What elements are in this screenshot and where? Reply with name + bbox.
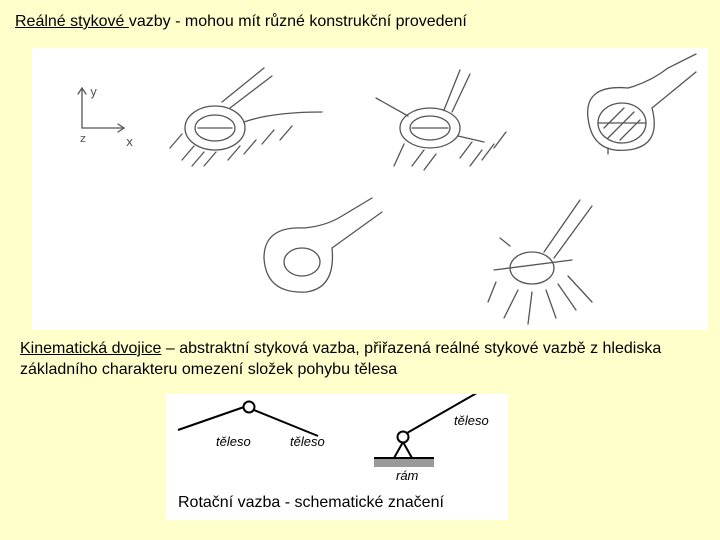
- joint-sketches-drawing: [32, 48, 708, 330]
- pivot-circle-right: [398, 432, 409, 443]
- sketch-eye-joint: [588, 54, 696, 154]
- axis-z-label: z: [80, 132, 86, 145]
- axes-sketch: [78, 85, 133, 149]
- joint-between-two-bodies: [178, 402, 318, 437]
- sketch-rod-end: [264, 198, 382, 292]
- frame-label: rám: [396, 468, 419, 483]
- definition-text: – abstraktní styková vazba, přiřazená reálné stykové vazbě z hlediska základního charakteru omezení složek pohybu tělesa: [20, 340, 662, 378]
- kinematic-pair-definition: [20, 338, 710, 380]
- scheme-caption: Rotační vazba - schematické značení: [178, 494, 444, 511]
- joint-sketches-image: [32, 48, 708, 330]
- slide-title-rest: vazby - mohou mít různé konstrukční provedení: [128, 13, 467, 30]
- body-label-right: těleso: [454, 413, 489, 428]
- frame-ground-hatch: [374, 459, 434, 467]
- sketch-pin-in-frame: [488, 200, 592, 324]
- sketch-pin-between-parts: [376, 70, 506, 170]
- axis-y-label: y: [90, 85, 98, 99]
- slide-title: [15, 12, 467, 32]
- axis-x-label: x: [126, 135, 134, 149]
- revolute-joint-scheme: [166, 394, 508, 520]
- slide-title-underlined: Reálné stykové: [15, 13, 129, 30]
- sketch-pin-on-surface: [170, 68, 322, 166]
- pivot-circle-left: [244, 402, 255, 413]
- body-label-left-1: těleso: [216, 434, 251, 449]
- definition-term: Kinematická dvojice: [20, 340, 162, 357]
- body-label-left-2: těleso: [290, 434, 325, 449]
